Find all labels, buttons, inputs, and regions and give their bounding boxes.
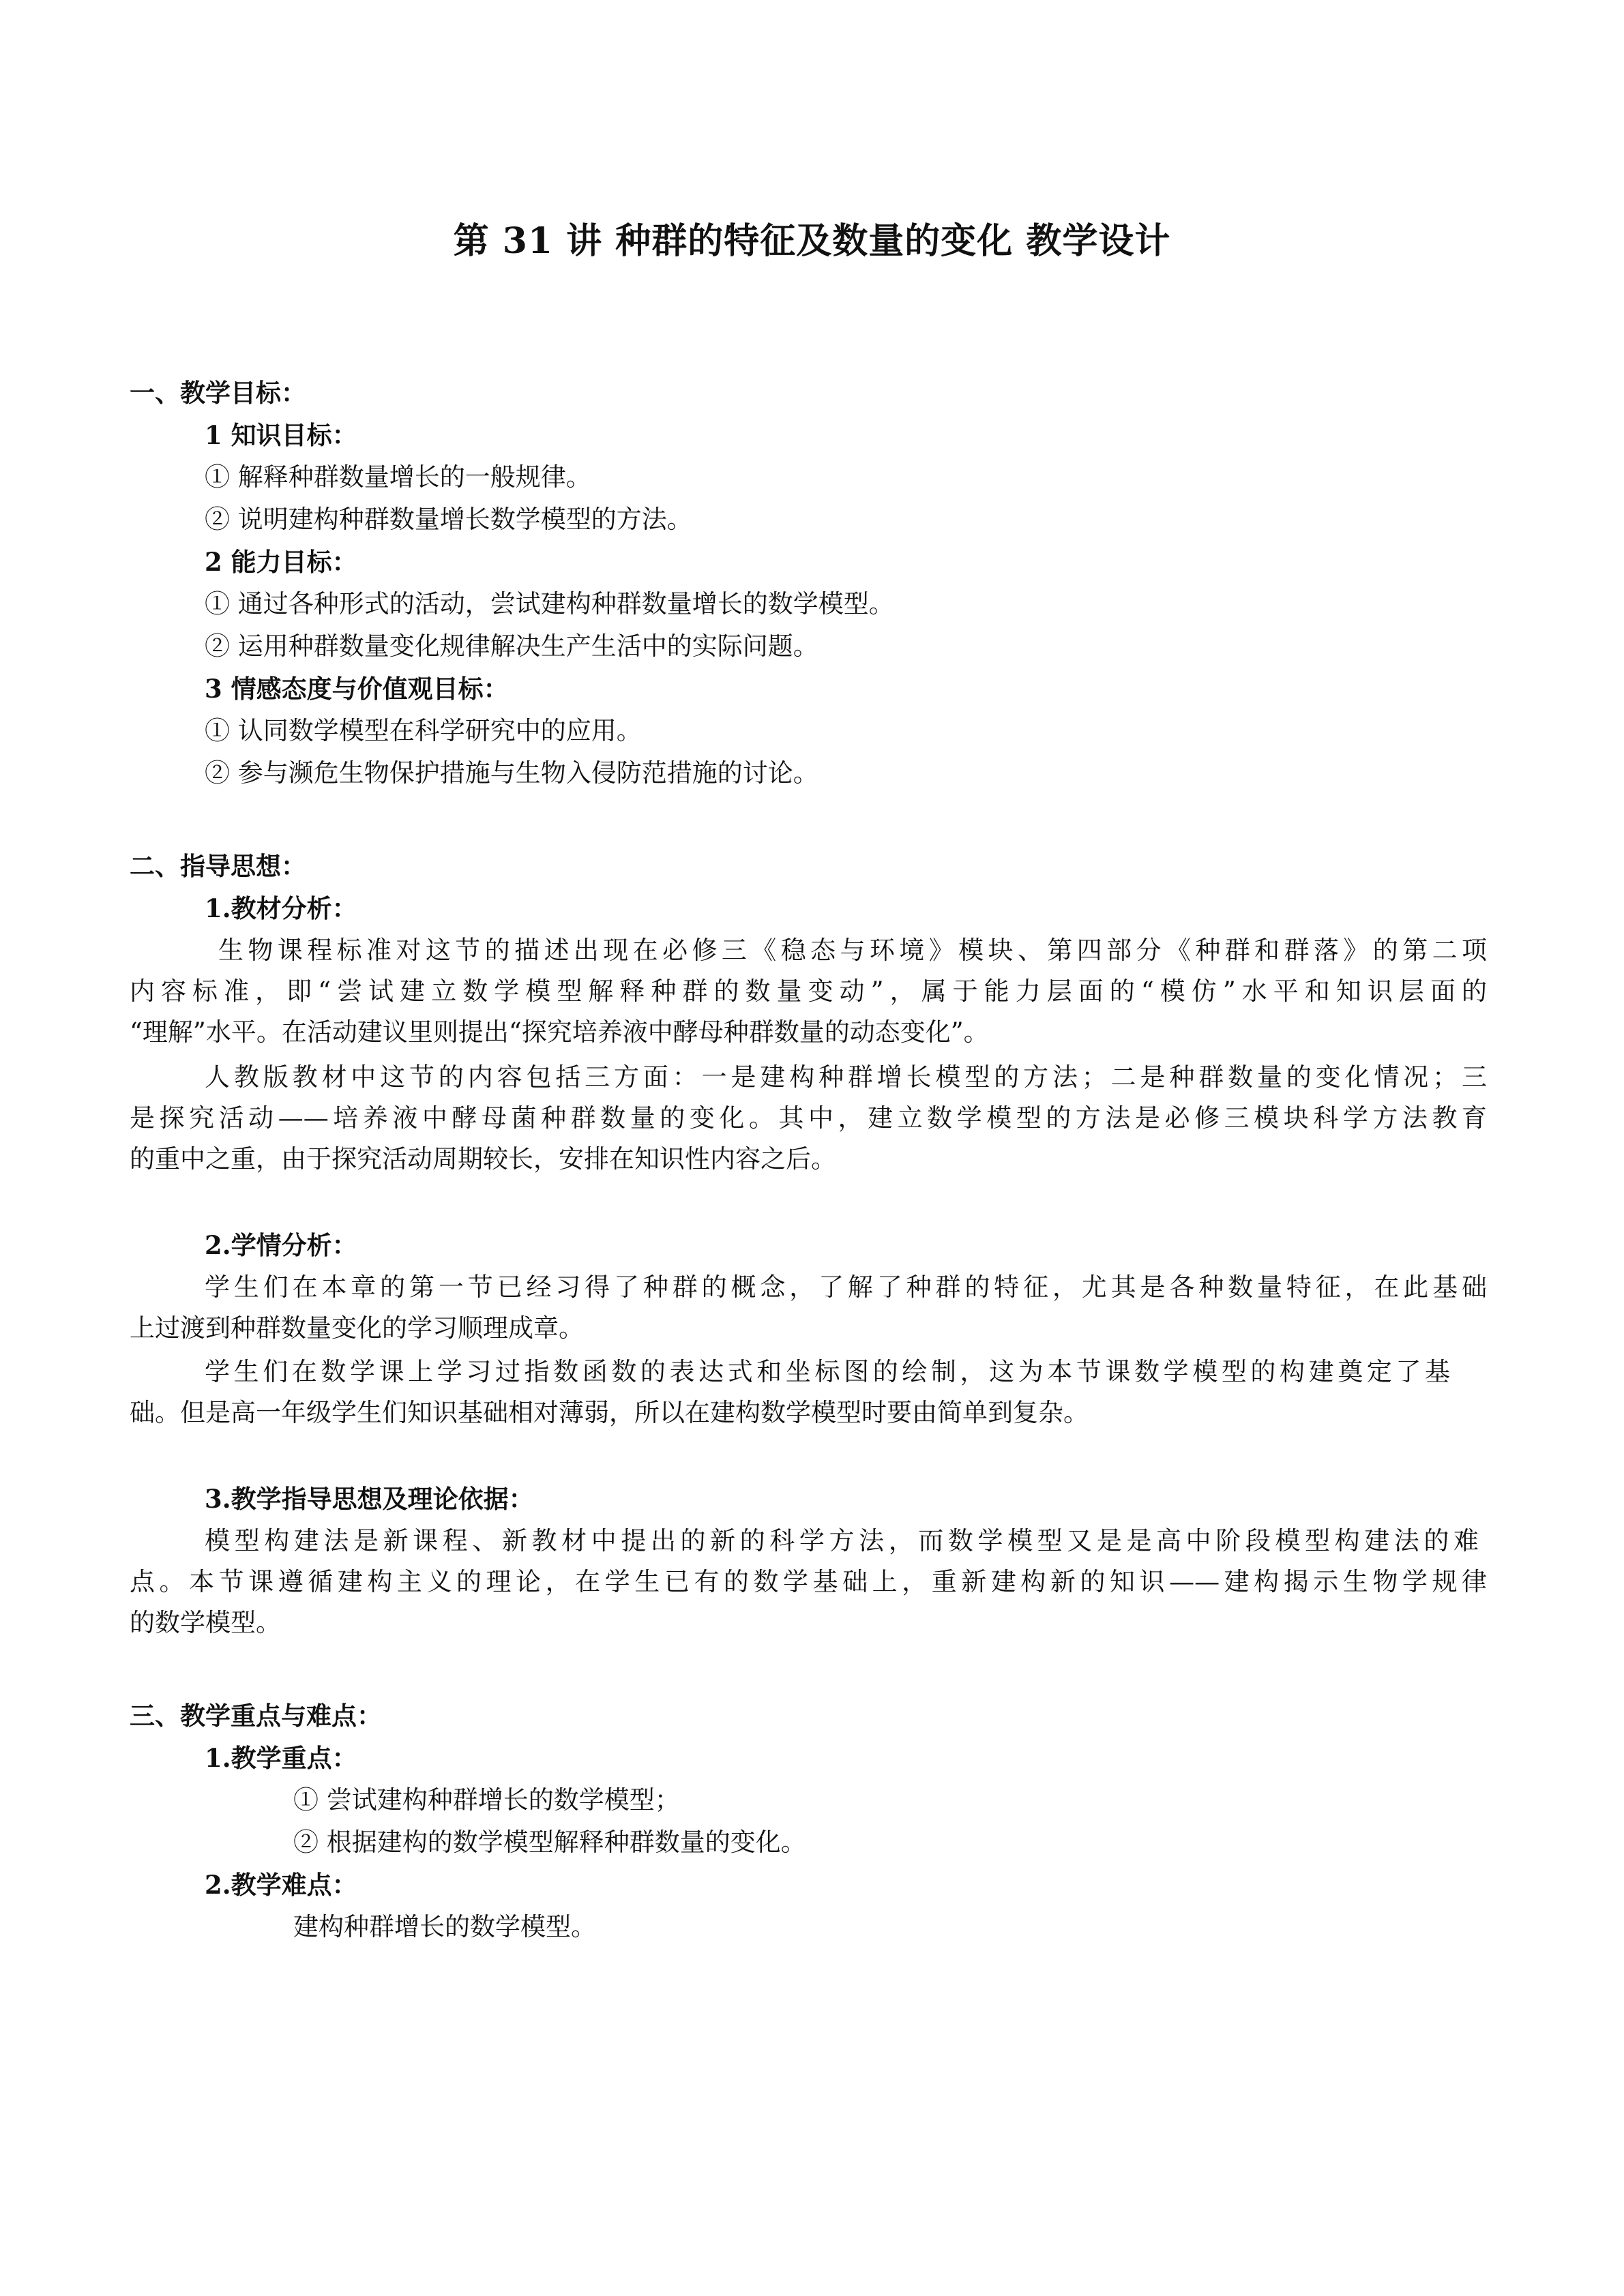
list-item: ② 运用种群数量变化规律解决生产生活中的实际问题。 <box>205 631 818 661</box>
paragraph-line: 生物课程标准对这节的描述出现在必修三《稳态与环境》模块、第四部分《种群和群落》的第二项 <box>218 936 1487 965</box>
list-item: ① 认同数学模型在科学研究中的应用。 <box>205 716 642 745</box>
subheading-emotion: 3 情感态度与价值观目标： <box>205 674 509 704</box>
subheading-textbook: 1.教材分析： <box>205 893 357 923</box>
subheading-students: 2.学情分析： <box>205 1230 357 1260</box>
paragraph-line: 点。本节课遵循建构主义的理论，在学生已有的数学基础上，重新建构新的知识——建构揭示生物学规律 <box>130 1567 1487 1596</box>
paragraph-line: 学生们在本章的第一节已经习得了种群的概念，了解了种群的特征，尤其是各种数量特征，在此基础 <box>205 1272 1487 1302</box>
section-heading-guidance: 二、指导思想： <box>130 851 306 881</box>
list-item: ① 尝试建构种群增长的数学模型； <box>293 1785 680 1815</box>
subheading-knowledge: 1 知识目标： <box>205 420 357 450</box>
paragraph-line: 础。但是高一年级学生们知识基础相对薄弱，所以在建构数学模型时要由简单到复杂。 <box>130 1398 1089 1427</box>
subheading-theory: 3.教学指导思想及理论依据： <box>205 1484 534 1514</box>
paragraph-line: 模型构建法是新课程、新教材中提出的新的科学方法，而数学模型又是是高中阶段模型构建法的难 <box>205 1526 1479 1555</box>
list-item: ② 根据建构的数学模型解释种群数量的变化。 <box>293 1828 806 1857</box>
list-item: 建构种群增长的数学模型。 <box>293 1912 596 1941</box>
paragraph-line: 学生们在数学课上学习过指数函数的表达式和坐标图的绘制，这为本节课数学模型的构建奠定了基 <box>205 1357 1450 1386</box>
paragraph-line: 上过渡到种群数量变化的学习顺理成章。 <box>130 1313 584 1343</box>
paragraph-line: 人教版教材中这节的内容包括三方面：一是建构种群增长模型的方法；二是种群数量的变化情况；三 <box>205 1062 1487 1092</box>
list-item: ② 参与濒危生物保护措施与生物入侵防范措施的讨论。 <box>205 758 818 788</box>
subheading-ability: 2 能力目标： <box>205 547 357 577</box>
paragraph-line: 的重中之重，由于探究活动周期较长，安排在知识性内容之后。 <box>130 1144 836 1174</box>
paragraph-line: “理解”水平。在活动建议里则提出“探究培养液中酵母种群数量的动态变化”。 <box>130 1017 989 1047</box>
paragraph-line: 是探究活动——培养液中酵母菌种群数量的变化。其中，建立数学模型的方法是必修三模块科学方法教育 <box>130 1103 1487 1133</box>
paragraph-line: 内容标准，即“尝试建立数学模型解释种群的数量变动”，属于能力层面的“模仿”水平和知识层面的 <box>130 976 1487 1006</box>
list-item: ① 解释种群数量增长的一般规律。 <box>205 462 591 492</box>
subheading-key: 1.教学重点： <box>205 1743 357 1773</box>
list-item: ② 说明建构种群数量增长数学模型的方法。 <box>205 505 692 534</box>
section-heading-objectives: 一、教学目标： <box>130 378 306 408</box>
subheading-difficulty: 2.教学难点： <box>205 1870 357 1900</box>
page-title: 第 31 讲 种群的特征及数量的变化 教学设计 <box>453 220 1171 262</box>
section-heading-keypoints: 三、教学重点与难点： <box>130 1701 382 1731</box>
paragraph-line: 的数学模型。 <box>130 1608 281 1637</box>
list-item: ① 通过各种形式的活动，尝试建构种群数量增长的数学模型。 <box>205 589 894 618</box>
